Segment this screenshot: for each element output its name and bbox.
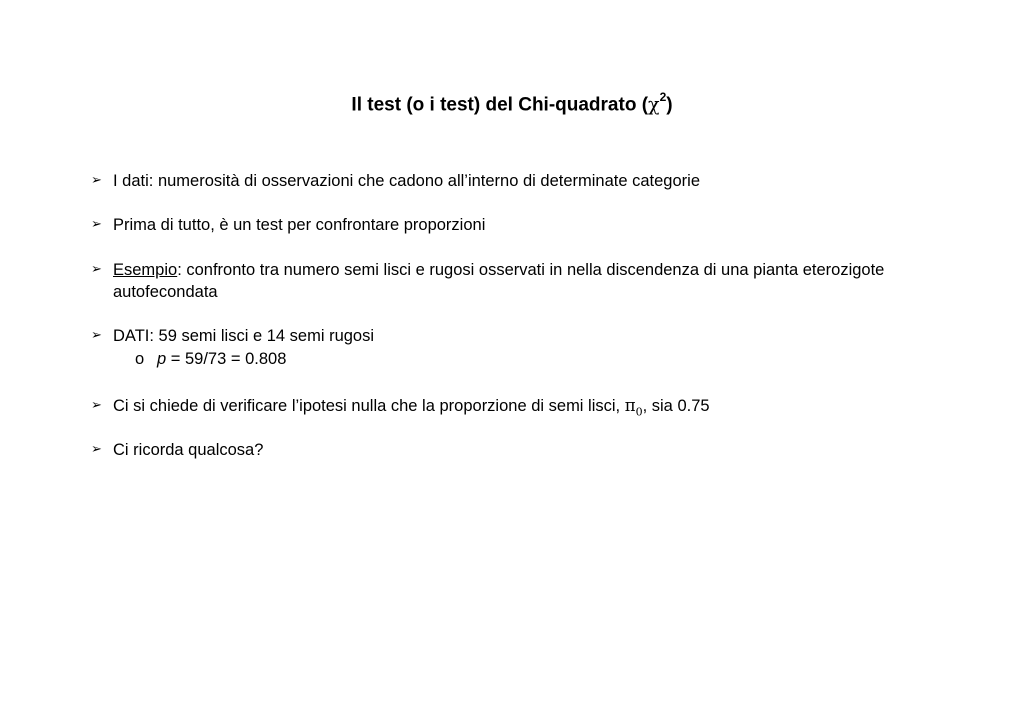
pi-letter: π — [624, 396, 636, 415]
title-text: Il test (o i test) del Chi-quadrato ( — [351, 94, 649, 116]
bullet-text: DATI: 59 semi lisci e 14 semi rugosi — [113, 327, 375, 345]
bullet-item — [91, 325, 951, 347]
title-close: ) — [666, 94, 673, 116]
bullet-item — [91, 395, 951, 423]
bullet-item — [91, 170, 951, 192]
variable-p: p — [157, 350, 167, 368]
title-superscript: 2 — [659, 90, 667, 104]
hypothesis-text: Ci si chiede di verificare l’ipotesi nulla che la proporzione di semi lisci, — [113, 397, 625, 415]
arrow-bullet-icon: ➢ — [91, 262, 102, 277]
circle-bullet-icon: o — [135, 350, 145, 368]
arrow-bullet-icon: ➢ — [91, 328, 102, 343]
example-label: Esempio — [113, 261, 178, 279]
sub-bullet-item — [135, 348, 286, 370]
example-text: : confronto tra numero semi lisci e rugosi osservati in nella discendenza di una pianta eterozigote autofecondata — [113, 261, 885, 301]
arrow-bullet-icon: ➢ — [91, 398, 102, 413]
bullet-text: Prima di tutto, è un test per confrontare proporzioni — [113, 216, 486, 234]
arrow-bullet-icon: ➢ — [91, 217, 102, 232]
pi-symbol — [624, 396, 643, 419]
hypothesis-tail: , sia 0.75 — [642, 397, 710, 415]
bullet-text-example — [113, 259, 951, 303]
chi-symbol: χ — [648, 93, 660, 116]
bullet-text-hypothesis — [113, 395, 951, 423]
page-title — [0, 92, 1024, 116]
arrow-bullet-icon: ➢ — [91, 173, 102, 188]
bullet-text: I dati: numerosità di osservazioni che cadono all’interno di determinate categorie — [113, 172, 700, 190]
pi-subscript: 0 — [635, 405, 643, 419]
bullet-item — [91, 439, 951, 461]
bullet-item — [91, 214, 951, 236]
bullet-item — [91, 259, 951, 303]
sub-bullet-text: = 59/73 = 0.808 — [166, 350, 287, 368]
arrow-bullet-icon: ➢ — [91, 442, 102, 457]
bullet-text: Ci ricorda qualcosa? — [113, 441, 264, 459]
